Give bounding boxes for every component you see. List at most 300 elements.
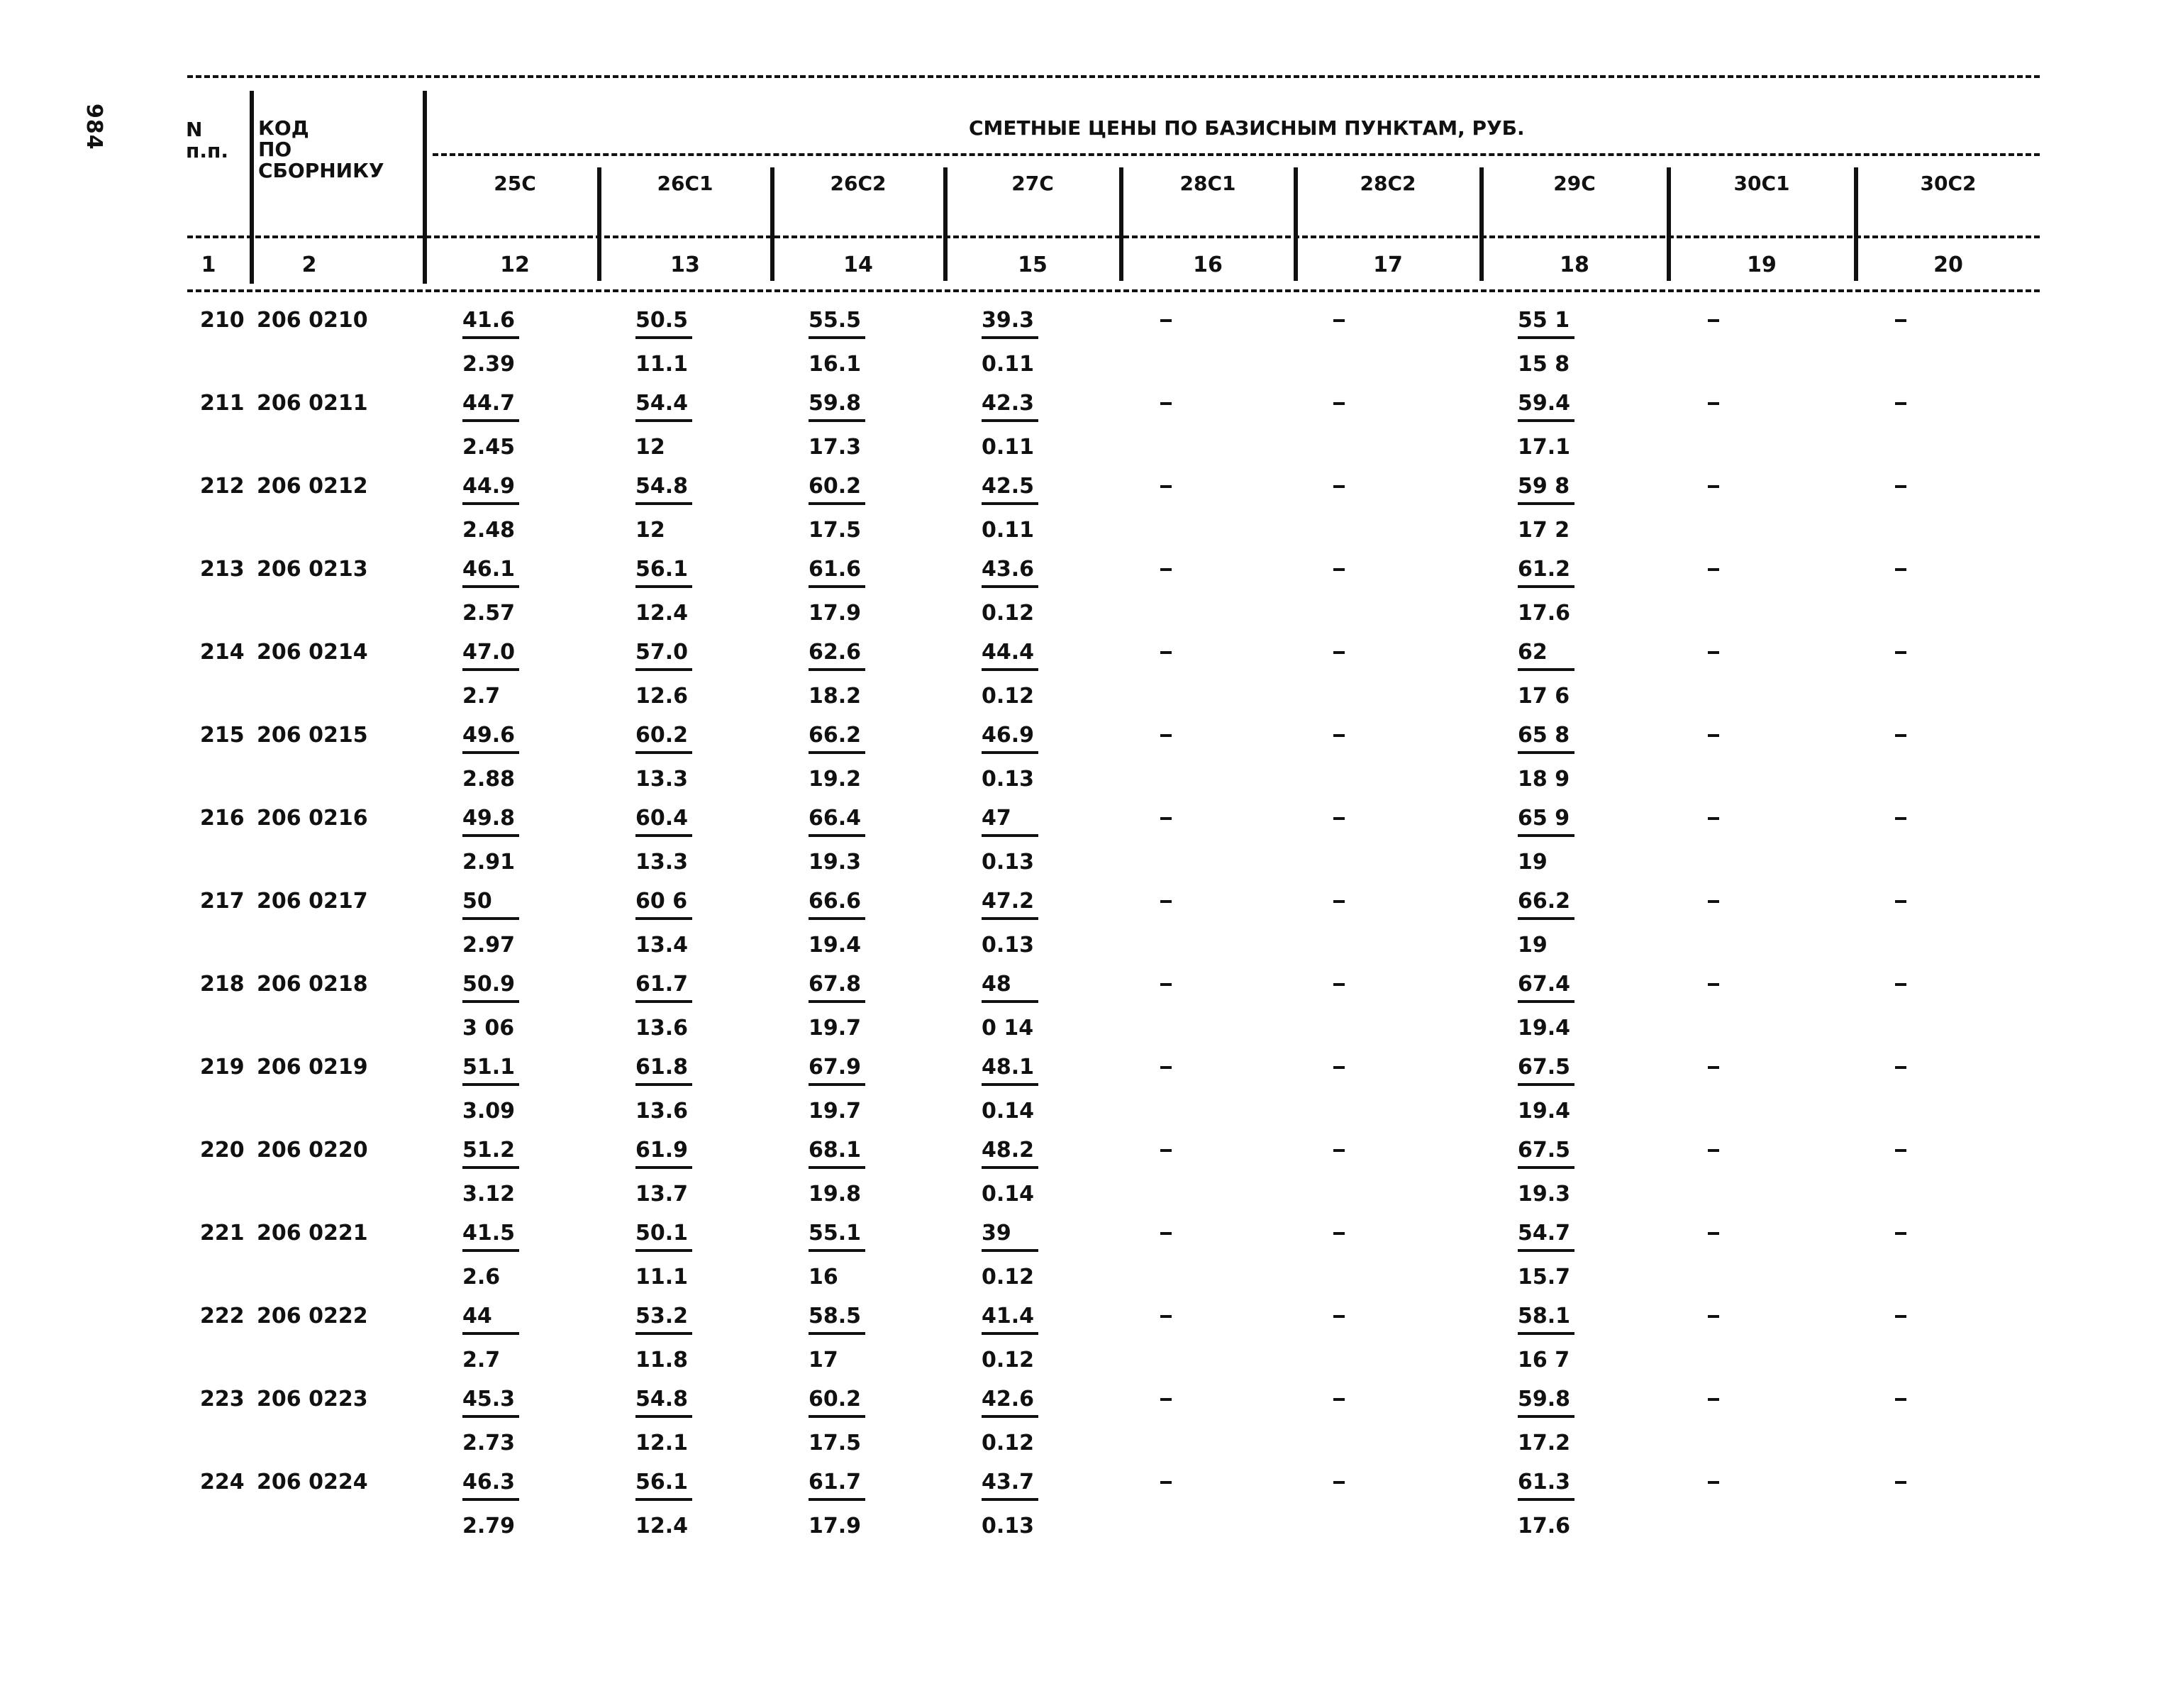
row-number: 216 (200, 806, 245, 831)
price-value: 46.9 (982, 723, 1035, 748)
wage-value: 2.6 (462, 1265, 501, 1290)
empty-value-dash (1160, 734, 1172, 737)
fraction-line (809, 1166, 865, 1169)
wage-value: 17 6 (1518, 684, 1570, 709)
wage-value: 11.1 (635, 352, 689, 377)
price-value: 55.1 (809, 1221, 862, 1246)
empty-value-dash (1333, 900, 1345, 903)
column-number-18: 18 (1560, 253, 1589, 277)
wage-value: 17.3 (809, 435, 862, 460)
fraction-line (982, 917, 1038, 920)
fraction-line (809, 834, 865, 837)
price-value: 43.7 (982, 1470, 1035, 1494)
wage-value: 17 (809, 1348, 838, 1372)
price-value: 47.0 (462, 640, 516, 665)
fraction-line (982, 1166, 1038, 1169)
price-value: 60.4 (635, 806, 689, 831)
wage-value: 0.12 (982, 684, 1035, 709)
price-value: 46.3 (462, 1470, 516, 1494)
wage-value: 19.4 (1518, 1099, 1571, 1124)
row-code: 206 0222 (257, 1304, 368, 1329)
wage-value: 2.79 (462, 1514, 516, 1538)
empty-value-dash (1160, 900, 1172, 903)
empty-value-dash (1160, 1066, 1172, 1069)
fraction-line (1518, 585, 1574, 588)
price-value: 60.2 (809, 474, 862, 499)
column-header-27c: 27С (1011, 172, 1054, 195)
column-header-28c1: 28С1 (1179, 172, 1236, 195)
wage-value: 0 14 (982, 1016, 1034, 1041)
row-code: 206 0211 (257, 391, 368, 416)
fraction-line (635, 502, 692, 505)
row-code: 206 0220 (257, 1138, 368, 1163)
price-value: 44.9 (462, 474, 516, 499)
price-value: 51.1 (462, 1055, 516, 1080)
price-value: 53.2 (635, 1304, 689, 1329)
wage-value: 19.3 (1518, 1182, 1571, 1207)
price-value: 55 1 (1518, 308, 1570, 333)
fraction-line (462, 1332, 519, 1335)
fraction-line (809, 502, 865, 505)
fraction-line (982, 1083, 1038, 1086)
price-value: 41.5 (462, 1221, 516, 1246)
empty-value-dash (1160, 1481, 1172, 1484)
wage-value: 2.7 (462, 684, 501, 709)
fraction-line (635, 585, 692, 588)
fraction-line (1518, 1166, 1574, 1169)
price-value: 50.9 (462, 972, 516, 997)
wage-value: 2.88 (462, 767, 516, 792)
fraction-line (809, 1415, 865, 1418)
empty-value-dash (1333, 1149, 1345, 1152)
empty-value-dash (1333, 734, 1345, 737)
column-number-15: 15 (1018, 253, 1048, 277)
empty-value-dash (1160, 651, 1172, 654)
price-value: 67.4 (1518, 972, 1571, 997)
fraction-line (462, 1415, 519, 1418)
price-value: 61.7 (635, 972, 689, 997)
wage-value: 19.7 (809, 1016, 862, 1041)
column-number-1: 1 (201, 253, 216, 277)
price-value: 67.8 (809, 972, 862, 997)
fraction-line (1518, 1249, 1574, 1252)
wage-value: 17.5 (809, 1431, 862, 1455)
row-code: 206 0219 (257, 1055, 368, 1080)
empty-value-dash (1160, 402, 1172, 405)
wage-value: 13.4 (635, 933, 689, 958)
row-number: 214 (200, 640, 245, 665)
wage-value: 19.2 (809, 767, 862, 792)
price-value: 58.1 (1518, 1304, 1571, 1329)
wage-value: 0.13 (982, 1514, 1035, 1538)
wage-value: 19.8 (809, 1182, 862, 1207)
price-value: 47 (982, 806, 1011, 831)
price-value: 66.6 (809, 889, 862, 914)
empty-value-dash (1895, 734, 1906, 737)
empty-value-dash (1708, 1066, 1719, 1069)
wage-value: 0.13 (982, 933, 1035, 958)
empty-value-dash (1895, 568, 1906, 571)
empty-value-dash (1333, 1481, 1345, 1484)
price-value: 46.1 (462, 557, 516, 582)
fraction-line (1518, 502, 1574, 505)
row-number: 215 (200, 723, 245, 748)
column-header-28c2: 28С2 (1360, 172, 1416, 195)
fraction-line (809, 1498, 865, 1501)
wage-value: 0.11 (982, 352, 1035, 377)
fraction-line (809, 1000, 865, 1003)
price-value: 62 (1518, 640, 1548, 665)
wage-value: 3 06 (462, 1016, 515, 1041)
price-value: 55.5 (809, 308, 862, 333)
price-value: 65 9 (1518, 806, 1570, 831)
column-number-12: 12 (500, 253, 530, 277)
wage-value: 15 8 (1518, 352, 1570, 377)
fraction-line (1518, 751, 1574, 754)
wage-value: 12.4 (635, 1514, 689, 1538)
column-header-26c2: 26С2 (830, 172, 887, 195)
empty-value-dash (1708, 900, 1719, 903)
empty-value-dash (1895, 319, 1906, 322)
empty-value-dash (1895, 1481, 1906, 1484)
price-value: 41.6 (462, 308, 516, 333)
fraction-line (462, 1000, 519, 1003)
wage-value: 17.6 (1518, 601, 1571, 626)
fraction-line (809, 668, 865, 671)
row-code: 206 0215 (257, 723, 368, 748)
wage-value: 2.7 (462, 1348, 501, 1372)
row-code: 206 0216 (257, 806, 368, 831)
price-value: 48 (982, 972, 1011, 997)
fraction-line (1518, 1000, 1574, 1003)
price-value: 41.4 (982, 1304, 1035, 1329)
empty-value-dash (1333, 1066, 1345, 1069)
price-value: 59.8 (809, 391, 862, 416)
fraction-line (809, 751, 865, 754)
fraction-line (982, 419, 1038, 422)
fraction-line (1518, 834, 1574, 837)
empty-value-dash (1333, 1315, 1345, 1318)
price-value: 60.2 (635, 723, 689, 748)
row-number: 224 (200, 1470, 245, 1494)
fraction-line (635, 1415, 692, 1418)
empty-value-dash (1160, 485, 1172, 488)
wage-value: 12 (635, 518, 665, 543)
column-number-14: 14 (843, 253, 873, 277)
wage-value: 12.1 (635, 1431, 689, 1455)
fraction-line (809, 917, 865, 920)
column-header-26c1: 26С1 (657, 172, 713, 195)
fraction-line (635, 419, 692, 422)
fraction-line (809, 1249, 865, 1252)
price-value: 50 (462, 889, 492, 914)
fraction-line (462, 336, 519, 339)
row-code: 206 0210 (257, 308, 368, 333)
row-number: 213 (200, 557, 245, 582)
empty-value-dash (1333, 402, 1345, 405)
price-value: 65 8 (1518, 723, 1570, 748)
wage-value: 13.3 (635, 850, 689, 875)
wage-value: 18.2 (809, 684, 862, 709)
fraction-line (809, 419, 865, 422)
price-value: 61.9 (635, 1138, 689, 1163)
fraction-line (982, 1000, 1038, 1003)
empty-value-dash (1708, 402, 1719, 405)
empty-value-dash (1708, 817, 1719, 820)
wage-value: 3.09 (462, 1099, 516, 1124)
wage-value: 0.12 (982, 1265, 1035, 1290)
fraction-line (462, 502, 519, 505)
wage-value: 12 (635, 435, 665, 460)
fraction-line (462, 585, 519, 588)
page-number: 984 (82, 104, 106, 150)
wage-value: 16 (809, 1265, 838, 1290)
wage-value: 17.5 (809, 518, 862, 543)
empty-value-dash (1708, 1232, 1719, 1235)
wage-value: 17.9 (809, 1514, 862, 1538)
price-value: 45.3 (462, 1387, 516, 1412)
price-value: 50.1 (635, 1221, 689, 1246)
price-value: 57.0 (635, 640, 689, 665)
column-header-29c: 29С (1553, 172, 1596, 195)
fraction-line (635, 1166, 692, 1169)
fraction-line (1518, 336, 1574, 339)
row-number: 223 (200, 1387, 245, 1412)
empty-value-dash (1895, 1149, 1906, 1152)
empty-value-dash (1708, 983, 1719, 986)
fraction-line (1518, 917, 1574, 920)
empty-value-dash (1160, 319, 1172, 322)
fraction-line (635, 1000, 692, 1003)
price-value: 61.7 (809, 1470, 862, 1494)
price-value: 66.2 (1518, 889, 1571, 914)
price-value: 42.5 (982, 474, 1035, 499)
wage-value: 2.57 (462, 601, 516, 626)
fraction-line (982, 1332, 1038, 1335)
wage-value: 0.11 (982, 518, 1035, 543)
empty-value-dash (1895, 1232, 1906, 1235)
fraction-line (462, 668, 519, 671)
fraction-line (635, 917, 692, 920)
wage-value: 11.8 (635, 1348, 689, 1372)
price-value: 48.1 (982, 1055, 1035, 1080)
fraction-line (462, 834, 519, 837)
price-value: 44 (462, 1304, 492, 1329)
column-header-25c: 25С (494, 172, 536, 195)
price-value: 67.5 (1518, 1055, 1571, 1080)
wage-value: 2.39 (462, 352, 516, 377)
fraction-line (1518, 668, 1574, 671)
fraction-line (982, 668, 1038, 671)
wage-value: 12.4 (635, 601, 689, 626)
fraction-line (809, 585, 865, 588)
empty-value-dash (1895, 402, 1906, 405)
fraction-line (635, 668, 692, 671)
fraction-line (809, 1332, 865, 1335)
empty-value-dash (1160, 568, 1172, 571)
wage-value: 0.13 (982, 850, 1035, 875)
price-value: 51.2 (462, 1138, 516, 1163)
fraction-line (1518, 1415, 1574, 1418)
empty-value-dash (1895, 1315, 1906, 1318)
wage-value: 13.3 (635, 767, 689, 792)
column-number-17: 17 (1373, 253, 1403, 277)
row-code: 206 0212 (257, 474, 368, 499)
header-group-title: СМЕТНЫЕ ЦЕНЫ ПО БАЗИСНЫМ ПУНКТАМ, РУБ. (969, 116, 1525, 140)
fraction-line (982, 336, 1038, 339)
price-value: 48.2 (982, 1138, 1035, 1163)
wage-value: 0.12 (982, 601, 1035, 626)
empty-value-dash (1708, 1149, 1719, 1152)
fraction-line (635, 1498, 692, 1501)
fraction-line (635, 1332, 692, 1335)
column-number-13: 13 (670, 253, 700, 277)
wage-value: 0.14 (982, 1099, 1035, 1124)
fraction-line (1518, 1498, 1574, 1501)
fraction-line (1518, 1332, 1574, 1335)
wage-value: 2.45 (462, 435, 516, 460)
empty-value-dash (1708, 568, 1719, 571)
wage-value: 12.6 (635, 684, 689, 709)
wage-value: 16 7 (1518, 1348, 1570, 1372)
fraction-line (982, 1498, 1038, 1501)
wage-value: 13.7 (635, 1182, 689, 1207)
row-number: 217 (200, 889, 245, 914)
column-number-19: 19 (1747, 253, 1777, 277)
empty-value-dash (1333, 319, 1345, 322)
row-code: 206 0221 (257, 1221, 368, 1246)
price-value: 56.1 (635, 1470, 689, 1494)
wage-value: 0.11 (982, 435, 1035, 460)
row-number: 221 (200, 1221, 245, 1246)
empty-value-dash (1333, 1232, 1345, 1235)
wage-value: 0.14 (982, 1182, 1035, 1207)
column-header-30c2: 30С2 (1920, 172, 1977, 195)
empty-value-dash (1333, 651, 1345, 654)
price-value: 54.8 (635, 1387, 689, 1412)
row-number: 219 (200, 1055, 245, 1080)
row-number: 211 (200, 391, 245, 416)
price-value: 39.3 (982, 308, 1035, 333)
price-value: 49.6 (462, 723, 516, 748)
price-value: 61.3 (1518, 1470, 1571, 1494)
row-code: 206 0224 (257, 1470, 368, 1494)
empty-value-dash (1333, 485, 1345, 488)
empty-value-dash (1708, 734, 1719, 737)
header-code-label: КОД ПО СБОРНИКУ (258, 116, 384, 182)
wage-value: 15.7 (1518, 1265, 1571, 1290)
price-value: 60 6 (635, 889, 688, 914)
price-value: 56.1 (635, 557, 689, 582)
fraction-line (635, 1249, 692, 1252)
price-value: 44.4 (982, 640, 1035, 665)
price-value: 54.7 (1518, 1221, 1571, 1246)
empty-value-dash (1160, 1398, 1172, 1401)
fraction-line (462, 751, 519, 754)
price-value: 66.4 (809, 806, 862, 831)
price-value: 62.6 (809, 640, 862, 665)
wage-value: 19 (1518, 933, 1548, 958)
price-value: 61.6 (809, 557, 862, 582)
row-code: 206 0213 (257, 557, 368, 582)
wage-value: 0.12 (982, 1431, 1035, 1455)
empty-value-dash (1895, 983, 1906, 986)
row-number: 218 (200, 972, 245, 997)
row-number: 212 (200, 474, 245, 499)
fraction-line (1518, 1083, 1574, 1086)
price-value: 59.8 (1518, 1387, 1571, 1412)
price-value: 49.8 (462, 806, 516, 831)
wage-value: 17.2 (1518, 1431, 1571, 1455)
wage-value: 17.9 (809, 601, 862, 626)
empty-value-dash (1708, 1315, 1719, 1318)
empty-value-dash (1895, 1066, 1906, 1069)
fraction-line (982, 1415, 1038, 1418)
price-value: 44.7 (462, 391, 516, 416)
wage-value: 2.73 (462, 1431, 516, 1455)
fraction-line (462, 917, 519, 920)
empty-value-dash (1333, 817, 1345, 820)
fraction-line (462, 1083, 519, 1086)
wage-value: 19.4 (809, 933, 862, 958)
price-value: 42.3 (982, 391, 1035, 416)
row-number: 210 (200, 308, 245, 333)
fraction-line (982, 1249, 1038, 1252)
price-value: 39 (982, 1221, 1011, 1246)
empty-value-dash (1895, 1398, 1906, 1401)
fraction-line (462, 1166, 519, 1169)
empty-value-dash (1708, 651, 1719, 654)
price-value: 67.9 (809, 1055, 862, 1080)
fraction-line (635, 834, 692, 837)
fraction-line (809, 1083, 865, 1086)
empty-value-dash (1160, 1232, 1172, 1235)
fraction-line (982, 834, 1038, 837)
fraction-line (809, 336, 865, 339)
wage-value: 18 9 (1518, 767, 1570, 792)
empty-value-dash (1895, 485, 1906, 488)
empty-value-dash (1895, 817, 1906, 820)
price-value: 47.2 (982, 889, 1035, 914)
empty-value-dash (1708, 1481, 1719, 1484)
empty-value-dash (1708, 1398, 1719, 1401)
fraction-line (982, 751, 1038, 754)
empty-value-dash (1160, 983, 1172, 986)
price-value: 66.2 (809, 723, 862, 748)
empty-value-dash (1708, 319, 1719, 322)
row-code: 206 0217 (257, 889, 368, 914)
empty-value-dash (1160, 1315, 1172, 1318)
row-code: 206 0223 (257, 1387, 368, 1412)
price-value: 61.8 (635, 1055, 689, 1080)
price-value: 68.1 (809, 1138, 862, 1163)
empty-value-dash (1895, 900, 1906, 903)
empty-value-dash (1160, 1149, 1172, 1152)
row-number: 220 (200, 1138, 245, 1163)
fraction-line (462, 419, 519, 422)
wage-value: 2.97 (462, 933, 516, 958)
empty-value-dash (1333, 1398, 1345, 1401)
fraction-line (635, 751, 692, 754)
column-header-30c1: 30С1 (1733, 172, 1790, 195)
wage-value: 2.48 (462, 518, 516, 543)
wage-value: 17.1 (1518, 435, 1571, 460)
empty-value-dash (1333, 983, 1345, 986)
price-value: 43.6 (982, 557, 1035, 582)
wage-value: 0.12 (982, 1348, 1035, 1372)
empty-value-dash (1895, 651, 1906, 654)
price-value: 59.4 (1518, 391, 1571, 416)
